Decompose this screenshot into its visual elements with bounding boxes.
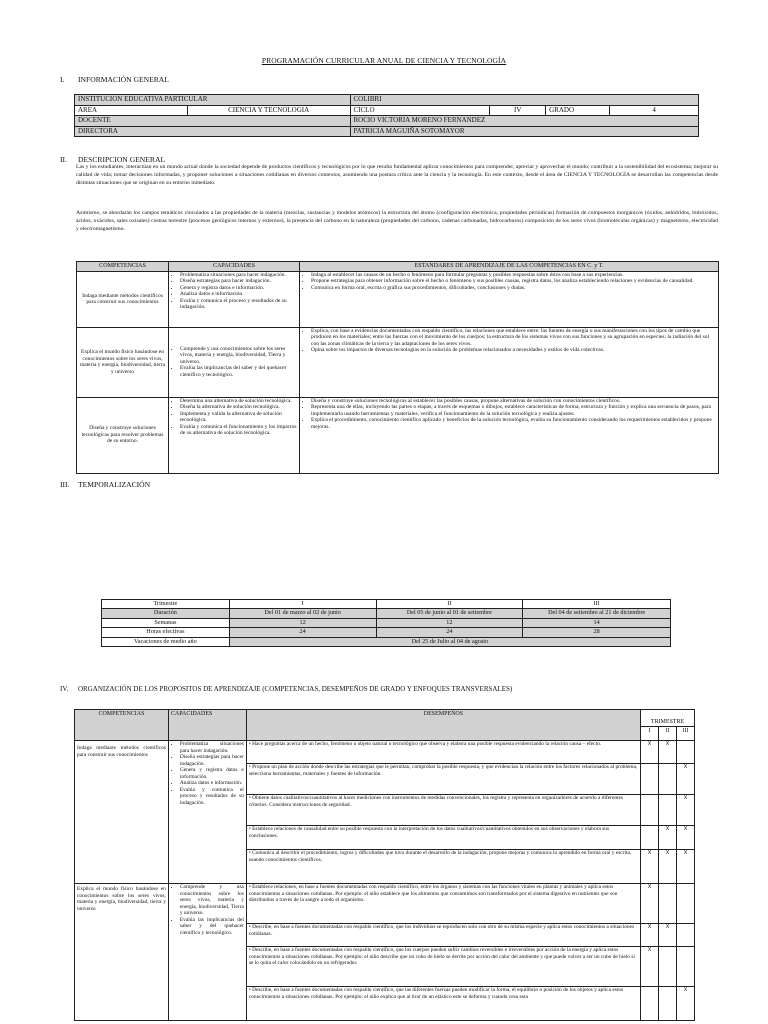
capacidad-item: • Comprende y usa conocimientos sobre los seres vivos, materia y energía, biodiversidad, Tierra y universo. xyxy=(180,884,244,917)
ciclo-value: IV xyxy=(490,105,546,116)
mark-cell: X xyxy=(641,850,659,884)
col-header-competencias: COMPETENCIAS xyxy=(77,262,169,272)
mark-cell: X xyxy=(676,850,694,884)
col-header-desempenos: DESEMPEÑOS xyxy=(246,710,640,741)
duracion-2: Del 05 de junio al 01 de setiembre xyxy=(376,609,523,618)
semanas-label: Semanas xyxy=(102,618,230,627)
trim-header-1: I xyxy=(641,727,659,741)
table-row: Indaga mediante métodos científicos para construir sus conocimientos • Problematiza situaciones para hacer indagación. • Diseña estrategias para hacer indagación. • Genera y registra datos e información. • Analiza datos e información. • Evalúa y comunica el proceso y resultados de su indagación. • Hace preguntas acerca de un hecho, fenómeno u objeto natural o tecnológico que observa y elabora una posible respuesta evidenciando la relación causa – efecto. X X xyxy=(75,741,695,764)
mark-cell: X xyxy=(641,884,659,924)
section-1-heading xyxy=(60,75,169,84)
capacidad-item: • Determina una alternativa de solución tecnológica. xyxy=(180,398,297,405)
vacaciones-label: Vacaciones de medio año xyxy=(102,637,230,646)
desempeno-text: Describe, en base a fuentes documentadas con respaldo científico, que las diferentes fuerzas pueden modificar la forma, el equilibrio o posición de los objetos y aplica estos conocimientos a situaciones cotidianas. Por ejemplo: el niño explica que al tirar de un elástico este se deforma y cuando cesa esta xyxy=(248,987,624,1000)
capacidad-item: • Diseña la alternativa de solución tecnológica. xyxy=(180,404,297,411)
table-row: • Obtiene datos cualitativos/cuantitativos al hacer mediciones con instrumentos de medidas convencionales, los registra y representa en organizadores de acuerdo a diferentes criterios. Considera instrucciones de seguridad. X xyxy=(75,795,695,826)
docente-label: DOCENTE xyxy=(75,116,351,127)
horas-2: 24 xyxy=(376,628,523,637)
trim-header-2: II xyxy=(659,727,677,741)
trimestre-2: II xyxy=(376,600,523,609)
estandar-item: • Comunica en forma oral, escrita o gráfica sus procedimientos, dificultades, conclusiones y dudas. xyxy=(311,285,716,292)
docente-value: ROCIO VICTORIA MORENO FERNANDEZ xyxy=(350,116,698,127)
institucion-value: COLIBRI xyxy=(350,95,698,106)
competencia-cell: Explica el mundo físico basándose en conocimientos sobre los seres vivos, materia y energía, biodiversidad, tierra y universo xyxy=(77,327,169,397)
vacaciones-value: Del 25 de Julio al 04 de agosto xyxy=(229,637,670,646)
estandar-item: • Representa una de ellas, incluyendo las partes o etapas, a través de esquemas o dibujos, establece características de forma, estructura y función y explica una secuencia de pasos, para implementarla usando herramientas y materiales, verifica el funcionamiento de la solución tecnológica y realiza ajustes. xyxy=(311,404,716,417)
institucion-label: INSTITUCION EDUCATIVA PARTICULAR xyxy=(75,95,351,106)
section-3-label: TEMPORALIZACIÓN xyxy=(78,480,151,489)
mark-cell xyxy=(676,947,694,987)
table-row: • Comunica al describir el procedimiento, logros y dificultades que tuvo durante el desarrollo de la indagación, propone mejoras y comunica lo aprendido en forma oral y escrita, usando conocimientos científicos. X X X xyxy=(75,850,695,884)
col-header-estandares: ESTANDARES DE APRENDIZAJE DE LAS COMPETENCIAS EN C. y T. xyxy=(300,262,719,272)
area-label: AREA xyxy=(75,105,188,116)
duracion-label: Duración xyxy=(102,609,230,618)
document-title: PROGRAMACIÓN CURRICULAR ANUAL DE CIENCIA Y TECNOLOGÍA xyxy=(261,56,507,65)
competencia-cell: Explica el mundo físico basándose en conocimientos sobre los seres vivos, materia y energía, biodiversidad, tierra y universo xyxy=(75,884,169,1021)
section-4-label: ORGANIZACIÓN DE LOS PROPOSITOS DE APRENDIZAJE (COMPETENCIAS, DESEMPEÑOS DE GRADO Y ENFOQUES TRANSVERSALES) xyxy=(78,685,513,693)
section-2-label: DESCRIPCION GENERAL xyxy=(78,155,166,164)
estandar-item: • Explica, con base a evidencias documentadas con respaldo científico, las relaciones que establece entre: las fuentes de energía o sus manifestaciones con los tipos de cambio que producen en los materiales; entre las fuerzas con el movimiento de los cuerpos; la estructura de los sistemas vivos con sus funciones y su agrupación en especies; la radiación del sol con las zonas climáticas de la tierra y las adaptaciones de los seres vivos. xyxy=(311,328,716,348)
table-row: • Describe, en base a fuentes documentadas con respaldo científico, que las diferentes fuerzas pueden modificar la forma, el equilibrio o posición de los objetos y aplica estos conocimientos a situaciones cotidianas. Por ejemplo: el niño explica que al tirar de un elástico este se deforma y cuando cesa esta X xyxy=(75,987,695,1021)
table-row xyxy=(77,397,719,473)
capacidad-item: • Evalúa y comunica el funcionamiento y los impactos de su alternativa de solución tecnológica. xyxy=(180,424,297,437)
directora-label: DIRECTORA xyxy=(75,126,351,137)
col-header-competencias: COMPETENCIAS xyxy=(75,710,169,741)
capacidad-item: • Genera y registra datos e información. xyxy=(180,767,244,780)
capacidad-item: • Diseña estrategias para hacer indagación. xyxy=(180,754,244,767)
mark-cell: X xyxy=(641,947,659,987)
horas-1: 24 xyxy=(229,628,376,637)
temporalizacion-table xyxy=(101,599,671,647)
capacidad-item: • Analiza datos e información. xyxy=(180,291,297,298)
desempeno-text: Establece relaciones de causalidad entre su posible respuesta con la interpretación de los datos cualitativos/cuantitativos obtenidos en sus observaciones y elabora sus conclusiones. xyxy=(248,826,610,839)
col-header-capacidades: CAPACIDADES xyxy=(169,262,300,272)
capacidad-item: • Implementa y valida la alternativa de solución tecnológica. xyxy=(180,411,297,424)
horas-3: 28 xyxy=(523,628,671,637)
section-2-number: II. xyxy=(60,155,67,164)
section-4-number: IV. xyxy=(60,685,69,693)
section-1-label: INFORMACIÓN GENERAL xyxy=(78,75,169,84)
mark-cell xyxy=(676,741,694,764)
horas-label: Horas efectivas xyxy=(102,628,230,637)
grado-value: 4 xyxy=(652,105,656,114)
table-row: • Establece relaciones de causalidad entre su posible respuesta con la interpretación de los datos cualitativos/cuantitativos obtenidos en sus observaciones y elabora sus conclusiones. X X xyxy=(75,826,695,850)
mark-cell: X xyxy=(659,741,677,764)
semanas-2: 12 xyxy=(376,618,523,627)
table-row: Explica el mundo físico basándose en conocimientos sobre los seres vivos, materia y energía, biodiversidad, tierra y universo • Comprende y usa conocimientos sobre los seres vivos, materia y energía, biodiversidad, Tierra y universo. • Evalúa las implicancias del saber y del quehacer científico y tecnológico. • Establece relaciones, en base a fuentes documentadas con respaldo científico, entre los órganos y sistemas con las funciones vitales en plantas y animales y aplica estos conocimientos a situaciones cotidianas. Por ejemplo: el niño establece que los alimentos que consumimos son transformados por el sistema digestivo en nutrientes que son distribuidos a través de la sangre a todo el organismo. X xyxy=(75,884,695,924)
trimestre-1: I xyxy=(229,600,376,609)
trimestre-label: Trimestre xyxy=(102,600,230,609)
table-row xyxy=(77,271,719,327)
competencia-cell: Diseña y construye soluciones tecnológicas para resolver problemas de su entorno. xyxy=(77,397,169,473)
col-header-capacidades: CAPACIDADES xyxy=(168,710,246,741)
trim-header-3: III xyxy=(676,727,694,741)
desempeno-text: Describe, en base a fuentes documentadas con respaldo científico, que los cuerpos pueden sufrir cambios reversibles e irreversibles por acción de la energía y aplica estos conocimientos a situaciones cotidianas. Por ejemplo: el niño describe que un cubo de hielo se derrite por acción del calor del ambiente y que puede volver a ser un cubo de hielo si se lo quita el calor colocándolo en un refrigerador. xyxy=(248,947,635,966)
mark-cell xyxy=(659,795,677,826)
section-1-number: I. xyxy=(60,75,65,84)
mark-cell: X xyxy=(676,795,694,826)
ciclo-label: CICLO xyxy=(350,105,490,116)
capacidad-item: • Evalúa y comunica el proceso y resultados de su indagación. xyxy=(180,787,244,807)
trimestre-3: III xyxy=(523,600,671,609)
mark-cell xyxy=(641,764,659,795)
estandar-item: • Indaga al establecer las causas de un hecho o fenómeno para formular preguntas y posibles respuestas sobre éstos con base a sus experiencias. xyxy=(311,272,716,279)
mark-cell: X xyxy=(659,850,677,884)
section-2-heading xyxy=(60,155,165,164)
competencias-table xyxy=(76,261,719,474)
mark-cell xyxy=(659,987,677,1021)
mark-cell: X xyxy=(641,741,659,764)
mark-cell: X xyxy=(676,764,694,795)
mark-cell: X xyxy=(659,924,677,947)
capacidad-item: • Comprende y usa conocimientos sobre los seres vivos, materia y energía, biodiversidad, Tierra y universo. xyxy=(180,346,297,366)
directora-value: PATRICIA MAGUIÑA SOTOMAYOR xyxy=(350,126,698,137)
semanas-3: 14 xyxy=(523,618,671,627)
mark-cell: X xyxy=(641,924,659,947)
capacidad-item: • Problematiza situaciones para hacer indagación. xyxy=(180,272,297,279)
estandar-item: • Opina sobre los impactos de diversas tecnologías en la solución de problemas relacionados a necesidades y estilos de vida colectivas. xyxy=(311,347,716,354)
duracion-3: Del 04 de setiembre al 21 de diciembre xyxy=(523,609,671,618)
desempeno-text: Propone un plan de acción donde describe las estrategias que le permitan, comprobar la posible respuesta, y que evidencian la relación entre los factores relacionados al problema, selecciona herramientas, materiales y fuentes de información. xyxy=(248,764,638,777)
competencia-cell: Indaga mediante métodos científicos para construir sus conocimientos xyxy=(75,741,169,884)
mark-cell xyxy=(659,764,677,795)
capacidad-item: • Genera y registra datos e información. xyxy=(180,285,297,292)
capacidad-item: • Evalúa y comunica el proceso y resultados de su indagación. xyxy=(180,298,297,311)
mark-cell xyxy=(641,795,659,826)
general-info-table xyxy=(74,94,699,137)
desempeno-text: Comunica al describir el procedimiento, logros y dificultades que tuvo durante el desarrollo de la indagación, propone mejoras y comunica lo aprendido en forma oral y escrita, usando conocimientos científicos. xyxy=(248,850,632,863)
description-paragraph-1: Las y los estudiantes, interactúan en un mundo actual donde la sociedad depende de productos científicos y tecnológicos por lo que resulta fundamental aplicar conocimientos para comprender, apreciar y aprovechar el mundo; contribuir a la sostenibilidad del ecosistema; mejorar su calidad de vida; tomar decisiones informadas, y proponer soluciones a situaciones cotidianas en diversos contextos, asumiendo una postura crítica ante la ciencia y la tecnología. En este contexto, desde el área de CIENCIA Y TECNOLOGÍA se desarrollan las competencias desde distintas situaciones que se originan en su entorno inmediato. xyxy=(76,164,718,186)
capacidad-item: • Analiza datos e información. xyxy=(180,780,244,787)
mark-cell xyxy=(659,884,677,924)
table-row: • Propone un plan de acción donde describe las estrategias que le permitan, comprobar la posible respuesta, y que evidencian la relación entre los factores relacionados al problema, selecciona herramientas, materiales y fuentes de información. X xyxy=(75,764,695,795)
capacidad-item: • Diseña estrategias para hacer indagación. xyxy=(180,278,297,285)
mark-cell xyxy=(676,924,694,947)
description-paragraph-2: Asimismo, se abordarán los campos temáticos vinculados a las propiedades de la materia (mezclas, sustancias y modelos atómicos) la estructura del átomo (configuración electrónica, propiedades periódicas) formación de compuestos inorgánicos (óxidos, anhídridos, hidróxidos, ácidos, oxácidos, sales oxisales) costras terrestre (procesos geológicos internos y externos), la presencia del carbono en la naturaleza (propiedades del carbono, cadenas carbonadas, hidrocarburos) composición de los seres vivos (biomoléculas orgánicas) y magnetismo, electricidad y electromagnetismo. xyxy=(76,210,718,232)
desempeno-text: Describe, en base a fuentes documentadas con respaldo científico, que los individuos se reproducen solo con otro de su misma especie y aplica estos conocimientos a situaciones cotidianas. xyxy=(248,924,635,937)
mark-cell xyxy=(641,987,659,1021)
col-header-trimestre: TRIMESTRE xyxy=(641,710,695,727)
competencia-cell: Indaga mediante métodos científicos para construir sus conocimientos xyxy=(77,271,169,327)
table-row xyxy=(77,327,719,397)
mark-cell: X xyxy=(676,826,694,850)
desempeno-text: Hace preguntas acerca de un hecho, fenómeno u objeto natural o tecnológico que observa y elabora una posible respuesta evidenciando la relación causa – efecto. xyxy=(252,741,602,747)
grado-label: GRADO xyxy=(546,106,610,116)
table-row: • Describe, en base a fuentes documentadas con respaldo científico, que los individuos se reproducen solo con otro de su misma especie y aplica estos conocimientos a situaciones cotidianas. X X xyxy=(75,924,695,947)
desempeno-text: Obtiene datos cualitativos/cuantitativos al hacer mediciones con instrumentos de medidas convencionales, los registra y representa en organizadores de acuerdo a diferentes criterios. Considera instrucciones de seguridad. xyxy=(248,795,624,808)
mark-cell xyxy=(659,947,677,987)
area-value: CIENCIA Y TECNOLOGIA xyxy=(187,105,350,116)
section-3-number: III. xyxy=(60,480,70,489)
section-4-heading xyxy=(60,685,512,693)
capacidad-item: • Evalúa las implicancias del saber y del quehacer científico y tecnológico. xyxy=(180,917,244,937)
mark-cell: X xyxy=(676,987,694,1021)
desempeno-text: Establece relaciones, en base a fuentes documentadas con respaldo científico, entre los órganos y sistemas con las funciones vitales en plantas y animales y aplica estos conocimientos a situaciones cotidianas. Por ejemplo: el niño establece que los alimentos que consumimos son transformados por el sistema digestivo en nutrientes que son distribuidos a través de la sangre a todo el organismo. xyxy=(248,884,618,903)
capacidad-item: • Evalúa las implicancias del saber y del quehacer científico y tecnológico. xyxy=(180,365,297,378)
estandar-item: • Diseña y construye soluciones tecnológicas al establecer las posibles causas, propone alternativas de solución con conocimientos científicos. xyxy=(311,398,716,405)
duracion-1: Del 01 de marzo al 02 de junio xyxy=(229,609,376,618)
mark-cell xyxy=(641,826,659,850)
estandar-item: • Explica el procedimiento, conocimiento científico aplicado y beneficios de la solución tecnológica, evalúa su funcionamiento considerando los requerimientos establecidos y propone mejoras. xyxy=(311,417,716,430)
propositos-table xyxy=(74,709,695,1021)
estandar-item: • Propone estrategias para obtener información sobre el hecho o fenómeno y sus posibles causas, registra datos, los analiza estableciendo relaciones y evidencias de causalidad. xyxy=(311,278,716,285)
mark-cell: X xyxy=(659,826,677,850)
table-row: • Describe, en base a fuentes documentadas con respaldo científico, que los cuerpos pueden sufrir cambios reversibles e irreversibles por acción de la energía y aplica estos conocimientos a situaciones cotidianas. Por ejemplo: el niño describe que un cubo de hielo se derrite por acción del calor del ambiente y que puede volver a ser un cubo de hielo si se lo quita el calor colocándolo en un refrigerador. X xyxy=(75,947,695,987)
semanas-1: 12 xyxy=(229,618,376,627)
section-3-heading xyxy=(60,480,150,489)
capacidad-item: • Problematiza situaciones para hacer indagación. xyxy=(180,741,244,754)
mark-cell xyxy=(676,884,694,924)
